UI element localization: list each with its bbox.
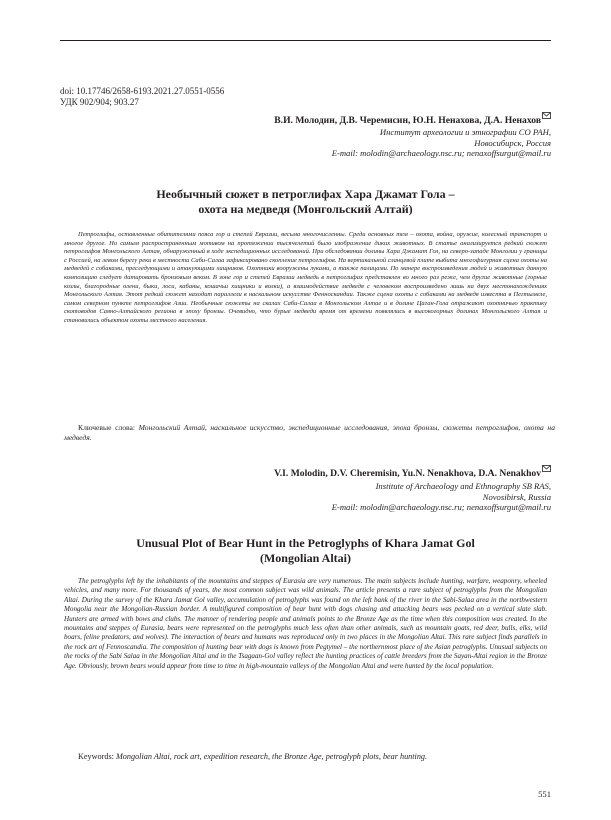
affiliation-ru-line: Новосибирск, Россия xyxy=(474,137,551,148)
abstract-en: The petroglyphs left by the inhabitants of the mountains and steppes of Eurasia are very numerous. The main subjects include hunting, warfare, weaponry, wheeled vehicles, and many more. For thousands of years, the most common subject was wild animals. The article presents a rare subject of petroglyphs from the Mongolian Altai. During the survey of the Khara Jamat Gol valley, accumulation of petroglyphs was found on the left bank of the river in the Sabi-Salaa area in the northwestern Mongolia near the Mongolian-Russian border. A multifigured composition of bear hunt with dogs chasing and attacking bears was pecked on a vertical slate slab. Hunters are armed with bows and clubs. The manner of rendering people and animals points to the Bronze Age as the time when this composition was created. In the mountains and steppes of Eurasia, bears were represented on the petroglyphs much less often than other animals, such as mountain goats, red deer, bulls, elks, wild boars, feline predators, and wolves). The interaction of bears and humans was reproduced only in two places in the Mongolian Altai. This rare subject finds parallels in the rock art of Fennoscandia. The composition of hunting bear with dogs is known from Pegtymel – the northernmost place of the Asian petroglyphs. Unusual subjects on the rocks of the Sabi Salaa in the Mongolian Altai and in the Tsagaan-Gol valley reflect the hunting practices of cattle breeders from the Sayan-Altai region in the Bronze Age. Obviously, brown bears would appear from time to time in high-mountain valleys of the Mongolian Altai and were hunted by the local population. xyxy=(64,577,547,670)
authors-en xyxy=(60,465,551,480)
keywords-en-label: Keywords: xyxy=(78,752,114,761)
authors-ru xyxy=(60,112,551,127)
affiliation-ru-line: Институт археологии и этнографии СО РАН, xyxy=(379,127,551,137)
affiliation-en xyxy=(60,481,551,513)
title-en-line: (Mongolian Altai) xyxy=(259,550,351,565)
keywords-en xyxy=(60,752,559,762)
title-ru-line: Необычный сюжет в петроглифах Хара Джамат Гола – xyxy=(156,187,455,201)
affiliation-en-line: E-mail: molodin@archaeology.nsc.ru; nenaxoffsurgut@mail.ru xyxy=(331,502,551,512)
envelope-icon xyxy=(542,465,551,472)
keywords-ru xyxy=(60,423,559,443)
authors-ru-text: В.И. Молодин, Д.В. Черемисин, Ю.Н. Ненахова, Д.А. Ненахов xyxy=(274,115,541,126)
title-en-line: Unusual Plot of Bear Hunt in the Petroglyphs of Khara Jamat Gol xyxy=(136,536,475,550)
affiliation-en-line: Novosibirsk, Russia xyxy=(482,491,551,502)
title-en xyxy=(60,536,551,565)
authors-en-text: V.I. Molodin, D.V. Cheremisin, Yu.N. Nenakhova, D.A. Nenakhov xyxy=(274,468,541,479)
envelope-icon xyxy=(542,112,551,119)
affiliation-en-line: Institute of Archaeology and Ethnography SB RAS, xyxy=(375,481,551,491)
affiliation-ru xyxy=(60,127,551,159)
keywords-ru-label: Ключевые слова: xyxy=(78,423,135,432)
affiliation-ru-line: E-mail: molodin@archaeology.nsc.ru; nenaxoffsurgut@mail.ru xyxy=(331,148,551,158)
abstract-ru: Петроглифы, оставленные обитателями пояса гор и степей Евразии, весьма многочисленны. Среди основных тем – охота, война, оружие, колесный транспорт и многое другое. Но самым распространенным мотивом на протяжении тысячелетий было изображение диких животных. В статье анализируется редкий сюжет петроглифов Монгольского Алтая, обнаруженный в ходе экспедиционных исследований. При обследовании долины Хара Джамат Гол, на северо-западе Монголии у границы с Россией, на левом берегу реки в местности Саби-Салаа зафиксировано скопление петроглифов. На вертикальной сланцевой плите выбита многофигурная сцена охоты на медведей с собаками, преследующими и атакующими хищников. Охотники вооружены луками, а также палицами. По манере воспроизведения людей и животных данную композицию следует датировать бронзовым веком. В зоне гор и степей Евразии медведь в петроглифах представлен во много раз реже, чем другие животные (горные козлы, благородные олени, быки, лоси, кабаны, кошачьи хищники и волки), а взаимодействие медведя с человеком воспроизведено лишь на двух местонахождениях Монгольского Алтая. Этот редкий сюжет находит параллели в наскальном искусстве Фенноскандии. Также сцена охоты с собаками на медведя известна в Пегтымеле, самом северном пункте петроглифов Азии. Необычные сюжеты на скалах Саби-Салаа в Монгольском Алтае и в долине Цаган-Гола отражают охотничью практику скотоводов Саяно-Алтайского региона в эпоху бронзы. Очевидно, что бурые медведи время от времени появлялись в высокогорных долинах Монгольского Алтая и становились объектом охоты местного населения. xyxy=(64,231,547,324)
udk-line: УДК 902/904; 903.27 xyxy=(60,97,139,107)
keywords-ru-list: Монгольский Алтай, наскальное искусство, экспедиционные исследования, эпоха бронзы, сюжеты петроглифов, охота на медведя. xyxy=(64,423,555,442)
doi-line: doi: 10.17746/2658-6193.2021.27.0551-0556 xyxy=(60,86,225,96)
title-ru xyxy=(60,187,551,216)
page-number: 551 xyxy=(538,789,551,799)
keywords-en-list: Mongolian Altai, rock art, expedition research, the Bronze Age, petroglyph plots, bear hunting. xyxy=(115,752,428,761)
top-rule xyxy=(60,40,551,41)
title-ru-line: охота на медведя (Монгольский Алтай) xyxy=(198,201,413,216)
